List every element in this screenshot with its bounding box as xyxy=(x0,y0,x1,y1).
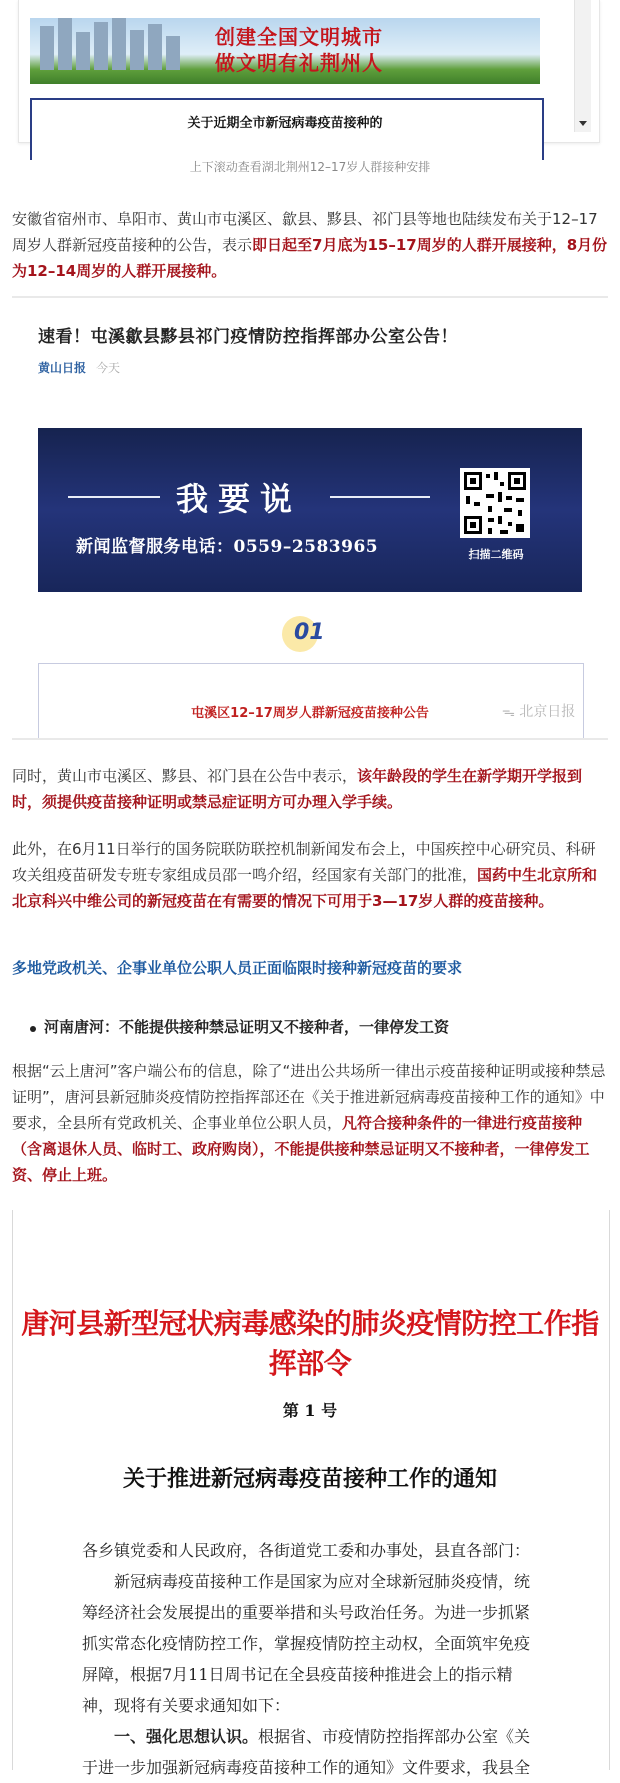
notice-title: 屯溪区12–17周岁人群新冠疫苗接种公告 xyxy=(191,706,429,721)
embedded-document-title: 关于近期全市新冠病毒疫苗接种的 xyxy=(187,116,383,131)
paragraph-text: 此外，在6月11日举行的国务院联防联控机制新闻发布会上，中国疾控中心研究员、科研攻关组疫苗研发专班专家组成员邵一鸣介绍，经国家有关部门的批准， xyxy=(12,840,596,884)
banner-line-2: 做文明有礼荆州人 xyxy=(215,51,383,75)
paragraph-text: 根据“云上唐河”客户端公布的信息，除了“进出公共场所一律出示疫苗接种证明或接种禁忌证明”，唐河县新冠肺炎疫情防控指挥部还在《关于推进新冠病毒疫苗接种工作的通知》中要求，全县所有党政机关、企事业单位公职人员， xyxy=(12,1062,606,1132)
document-point-1-head: 一、强化思想认识。 xyxy=(114,1727,259,1746)
banner-line-1: 创建全国文明城市 xyxy=(215,25,383,49)
paragraph-highlight: 该年龄段的学生在新学期开学报到时，须提供疫苗接种证明或禁忌症证明方可办理入学手续。 xyxy=(12,767,583,811)
decor-line-left xyxy=(68,496,160,498)
paragraph-school-requirement xyxy=(12,763,608,815)
hotline-banner-image xyxy=(38,428,582,592)
article-card-time: 今天 xyxy=(96,361,121,375)
wechat-icon: ᯓ xyxy=(502,705,515,720)
hotline-headline: 我要说 xyxy=(176,480,303,518)
section-heading: 多地党政机关、企事业单位公职人员正面临限时接种新冠疫苗的要求 xyxy=(12,959,463,977)
article-card-title[interactable]: 速看！屯溪歙县黟县祁门疫情防控指挥部办公室公告！ xyxy=(38,327,458,347)
document-number: 第 1 号 xyxy=(282,1401,338,1420)
paragraph-highlight: 即日起至7月底为15–17周岁的人群开展接种，8月份为12–14周岁的人群开展接种。 xyxy=(12,236,608,280)
document-subtitle: 关于推进新冠病毒疫苗接种工作的通知 xyxy=(122,1466,497,1492)
document-addressee: 各乡镇党委和人民政府，各街道党工委和办事处，县直各部门： xyxy=(82,1541,531,1560)
hotline-phone: 新闻监督服务电话：0559–2583965 xyxy=(76,537,379,557)
image-caption: 上下滚动查看湖北荆州12–17岁人群接种安排 xyxy=(189,160,431,174)
watermark xyxy=(502,701,575,721)
qr-code-icon xyxy=(460,468,530,538)
document-point-1-text: 根据省、市疫情防控指挥部办公室《关于进一步加强新冠病毒疫苗接种工作的通知》文件要求，我县全 xyxy=(82,1727,531,1777)
document-red-header: 唐河县新型冠状病毒感染的肺炎疫情防控工作指挥部令 xyxy=(21,1307,599,1380)
paragraph-vaccination-anhui xyxy=(12,206,608,284)
document-point-1 xyxy=(82,1721,534,1783)
decor-line-right xyxy=(330,496,430,498)
embedded-scrollbar[interactable] xyxy=(574,0,591,132)
divider xyxy=(12,738,608,740)
scroll-down-arrow-icon[interactable] xyxy=(579,121,587,126)
paragraph-text: 安徽省宿州市、阜阳市、黄山市屯溪区、歙县、黟县、祁门县等地也陆续发布关于12–17周岁人群新冠疫苗接种的公告，表示 xyxy=(12,210,598,254)
paragraph-age-approval xyxy=(12,836,608,914)
number-badge: 01 xyxy=(294,620,325,645)
document-body: 新冠病毒疫苗接种工作是国家为应对全球新冠肺炎疫情，统筹经济社会发展提出的重要举措和头号政治任务。为进一步抓紧抓实常态化疫情防控工作，掌握疫情防控主动权，全面筑牢免疫屏障，根据7月11日周书记在全县疫苗接种推进会上的指示精神，现将有关要求通知如下： xyxy=(82,1572,531,1715)
civilization-banner-image xyxy=(30,18,540,84)
paragraph-text: 同时，黄山市屯溪区、黟县、祁门县在公告中表示， xyxy=(12,767,358,785)
divider xyxy=(12,296,608,298)
qr-code-label: 扫描二维码 xyxy=(468,548,524,561)
bullet-icon xyxy=(30,1026,36,1032)
bullet-item: 河南唐河：不能提供接种禁忌证明又不接种者，一律停发工资 xyxy=(44,1018,450,1036)
article-card-source[interactable]: 黄山日报 xyxy=(38,361,87,375)
paragraph-tanghe xyxy=(12,1058,608,1188)
paragraph-highlight: 凡符合接种条件的一律进行疫苗接种（含离退休人员、临时工、政府购岗），不能提供接种禁忌证明又不接种者，一律停发工资、停止上班。 xyxy=(12,1114,590,1184)
paragraph-highlight: 国药中生北京所和北京科兴中维公司的新冠疫苗在有需要的情况下可用于3—17岁人群的疫苗接种。 xyxy=(12,866,598,910)
watermark-text: 北京日报 xyxy=(519,704,576,720)
